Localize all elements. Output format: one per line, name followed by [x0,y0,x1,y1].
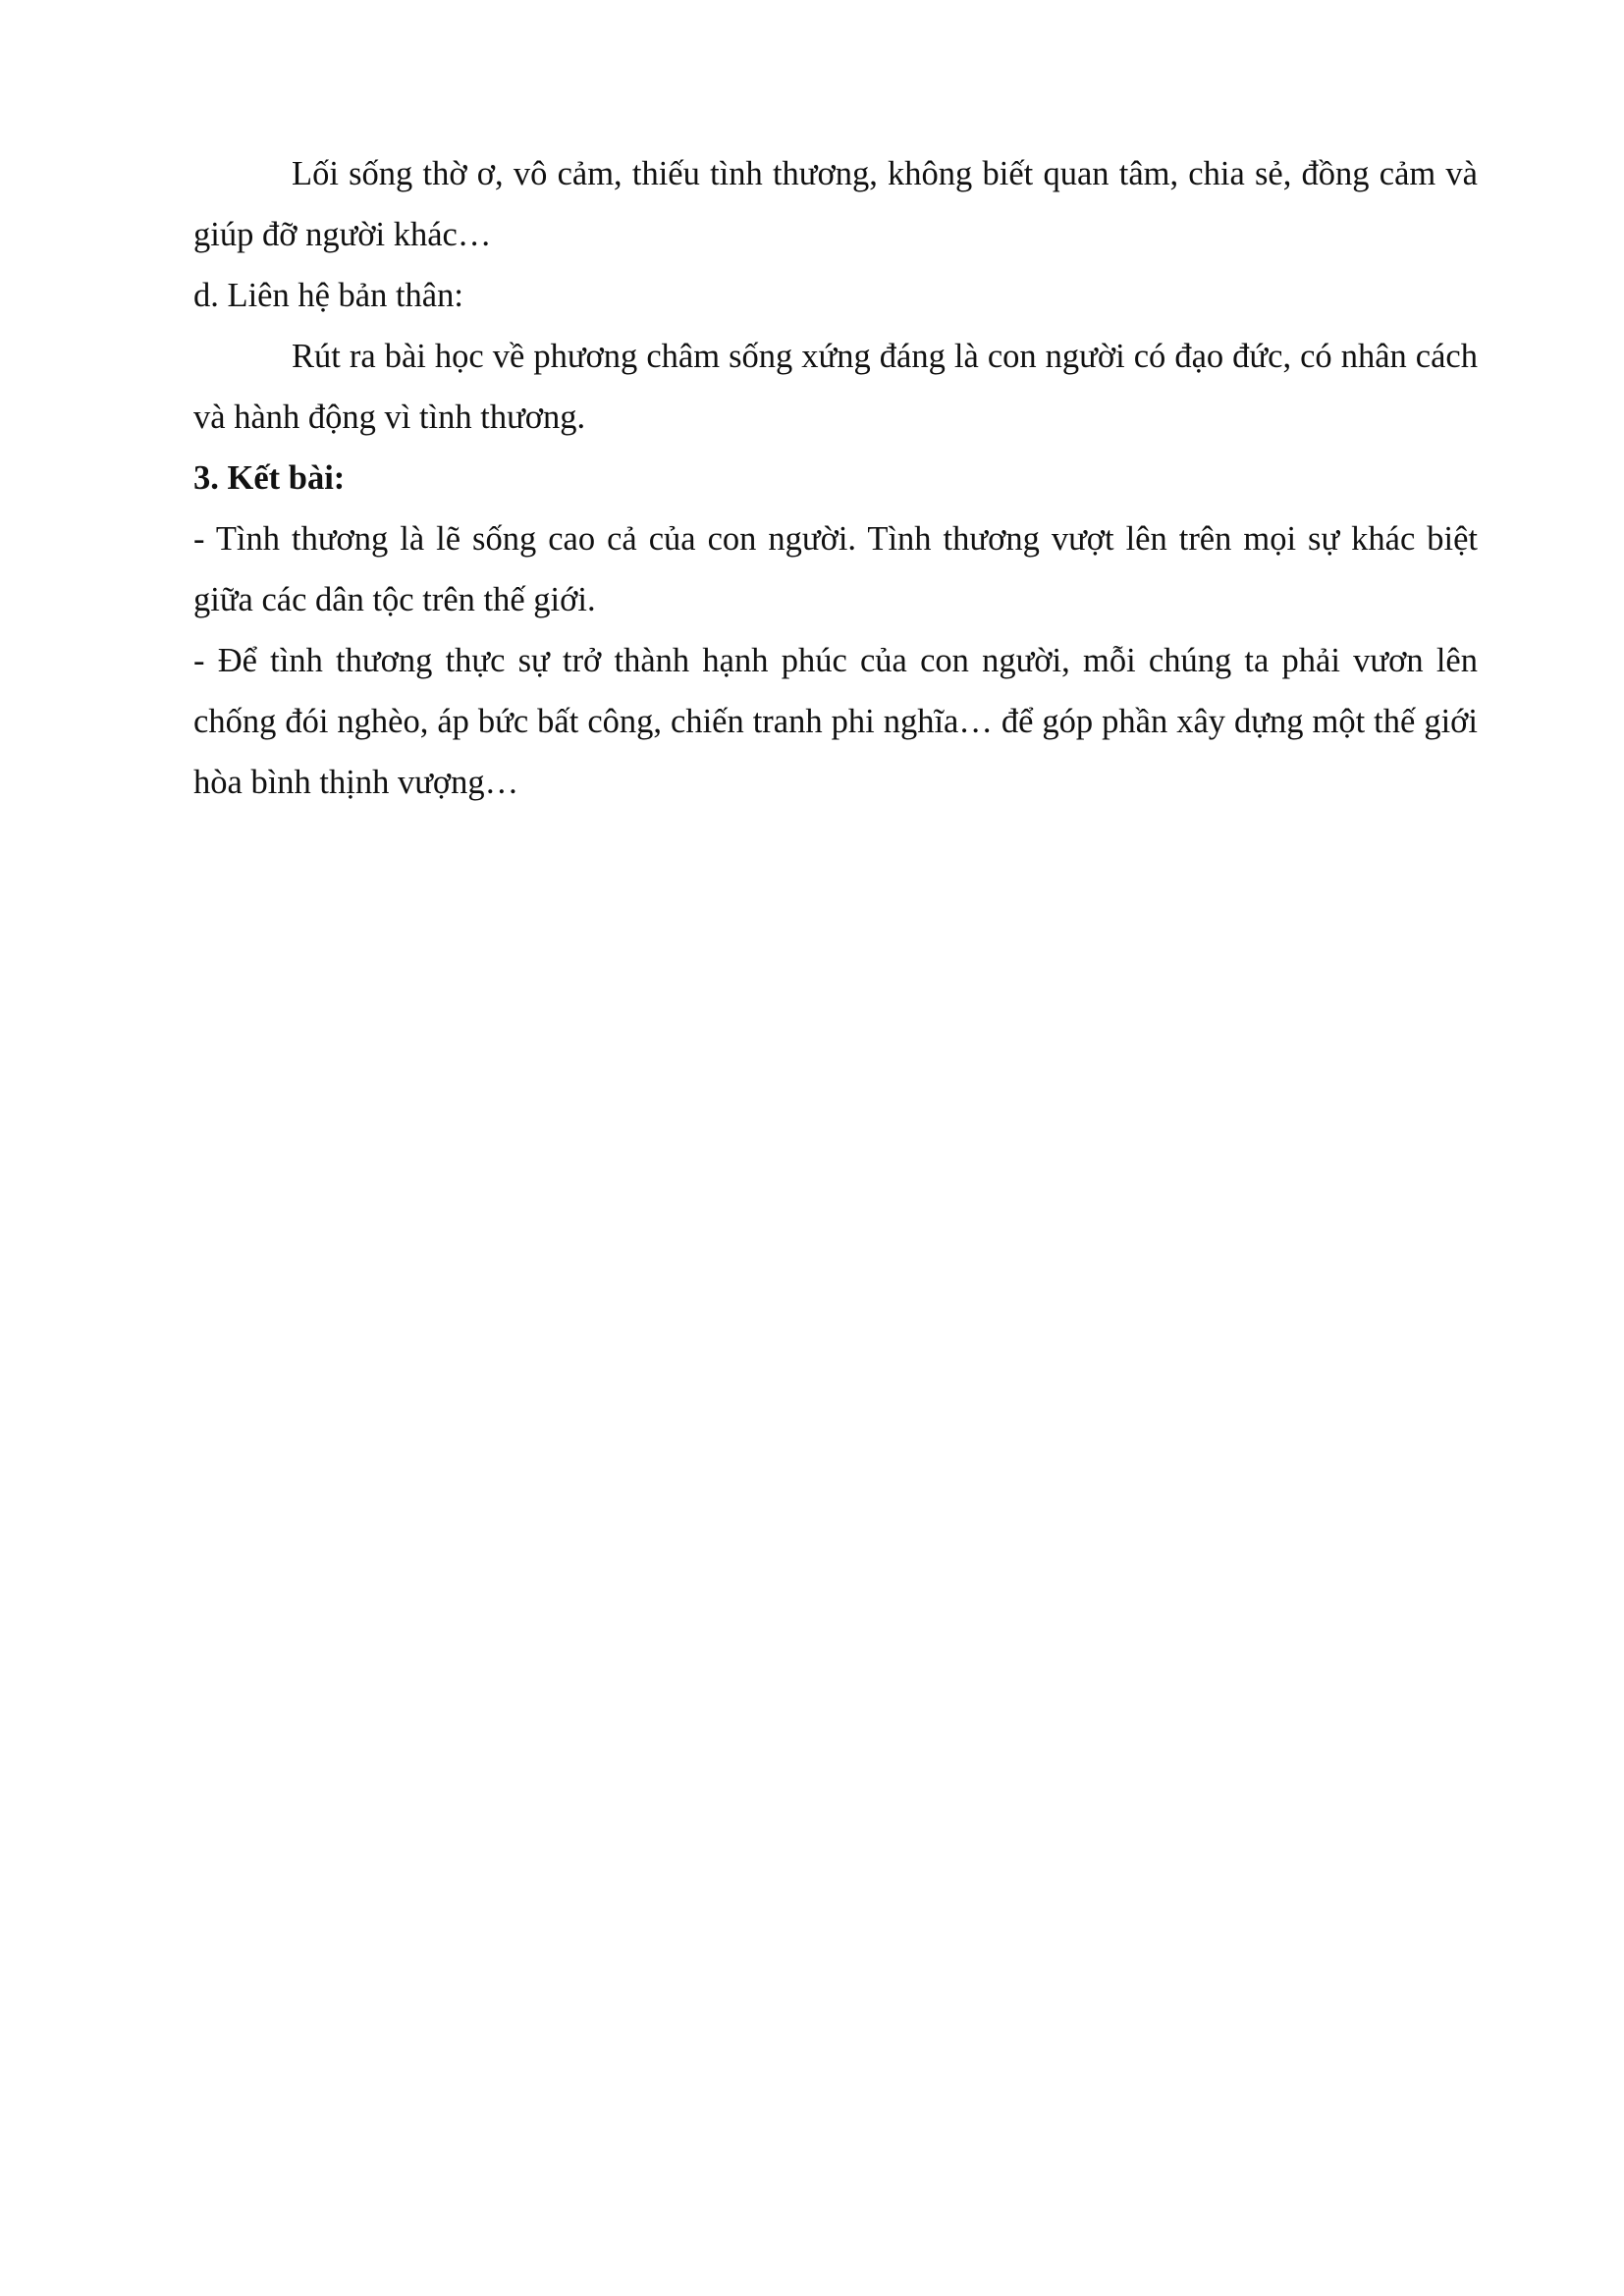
bullet-build-peaceful-world: - Để tình thương thực sự trở thành hạnh phúc của con người, mỗi chúng ta phải vươn lên chống đói nghèo, áp bức bất công, chiến tranh phi nghĩa… để góp phần xây dựng một thế giới hòa bình thịnh vượng… [193,642,1478,801]
section-heading-conclusion: 3. Kết bài: [193,459,346,497]
document-body [193,143,1478,813]
paragraph-lifestyle-indifference: Lối sống thờ ơ, vô cảm, thiếu tình thương, không biết quan tâm, chia sẻ, đồng cảm và giúp đỡ người khác… [193,155,1478,253]
bullet-love-noble-ideal: - Tình thương là lẽ sống cao cả của con người. Tình thương vượt lên trên mọi sự khác biệt giữa các dân tộc trên thế giới. [193,520,1478,618]
paragraph-life-lesson: Rút ra bài học về phương châm sống xứng đáng là con người có đạo đức, có nhân cách và hành động vì tình thương. [193,338,1478,436]
subheading-self-reflection: d. Liên hệ bản thân: [193,277,463,314]
